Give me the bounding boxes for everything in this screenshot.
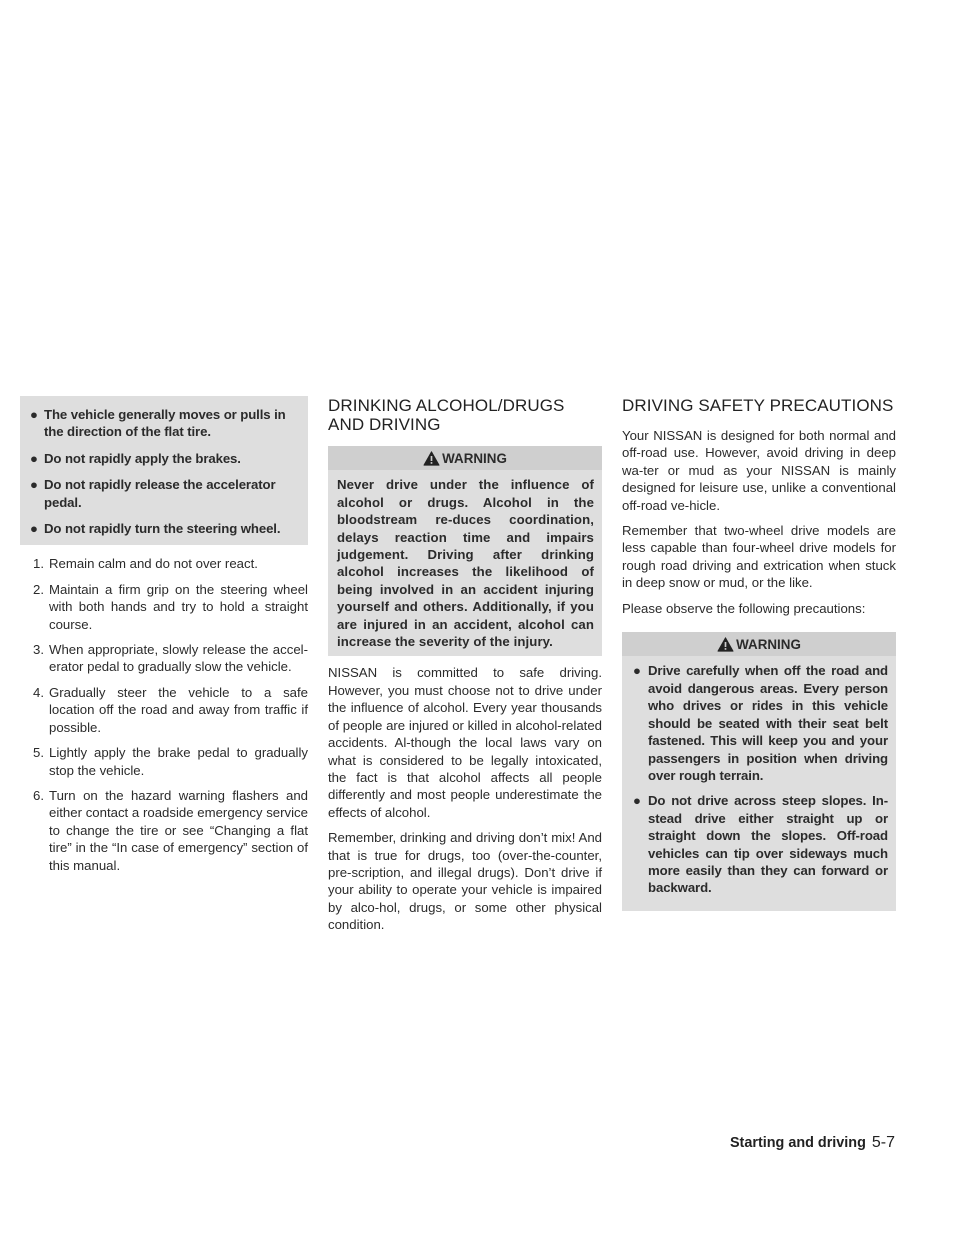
warning-header — [622, 632, 896, 656]
step-item: 5. Lightly apply the brake pedal to gradually stop the vehicle. — [33, 745, 308, 778]
step-item: 2. Maintain a firm grip on the steering wheel with both hands and try to hold a straight course. — [33, 581, 308, 632]
step-item: 6. Turn on the hazard warning flashers and either contact a roadside emergency service to change the tire or see “Changing a flat tire” in the “In case of emergency” section of this manual. — [33, 787, 308, 873]
bullet-icon: ● — [30, 450, 38, 466]
column-2 — [328, 396, 602, 934]
caution-bullet: ● Do not rapidly release the accelerator pedal. — [30, 477, 276, 510]
warning-triangle-icon — [717, 637, 734, 652]
bullet-icon: ● — [633, 663, 641, 679]
bullet-icon: ● — [30, 477, 38, 493]
warning-header — [328, 446, 602, 470]
caution-bullet: ● Do not rapidly turn the steering wheel. — [30, 521, 281, 537]
page-footer — [730, 1134, 895, 1152]
warning-bullet: ● Do not drive across steep slopes. In-stead drive either straight up or straight down the slopes. Off-road vehicles can tip over sideways much more easily than they can forward or backward. — [633, 793, 888, 896]
body-paragraph: Remember that two-wheel drive models are less capable than four-wheel drive models for rough road driving and extrication when stuck in deep snow or mud, or the like. — [622, 523, 896, 591]
body-paragraph: Please observe the following precautions: — [622, 600, 866, 616]
step-item: 3. When appropriate, slowly release the accel-erator pedal to gradually slow the vehicle. — [33, 642, 308, 675]
body-paragraph: Remember, drinking and driving don’t mix! And that is true for drugs, too (over-the-counter, pre-scription, and illegal drugs). Don’t drive if your ability to operate your vehicle is impaired by alco-hol, drugs, or some other physical condition. — [328, 830, 602, 933]
warning-bullet: ● Drive carefully when off the road and avoid dangerous areas. Every person who drives or rides in this vehicle should be seated with their seat belt fastened. This will keep you and your passengers in position when driving over rough terrain. — [633, 663, 888, 783]
warning-label: WARNING — [736, 637, 801, 653]
caution-bullet: ● The vehicle generally moves or pulls in the direction of the flat tire. — [30, 407, 286, 440]
step-item: 1. Remain calm and do not over react. — [33, 556, 258, 572]
section-heading-alcohol: DRINKING ALCOHOL/DRUGS AND DRIVING — [328, 396, 565, 434]
section-heading-safety: DRIVING SAFETY PRECAUTIONS — [622, 396, 894, 415]
warning-label: WARNING — [442, 451, 507, 466]
flat-tire-steps — [20, 555, 308, 874]
page-number: 5-7 — [871, 1134, 895, 1151]
bullet-icon: ● — [633, 793, 641, 809]
flat-tire-caution-box — [20, 396, 308, 545]
footer-section-title: Starting and driving — [729, 1135, 866, 1151]
warning-bullets — [622, 656, 896, 910]
bullet-icon: ● — [30, 407, 38, 422]
bullet-icon: ● — [30, 521, 38, 537]
column-3 — [622, 396, 896, 911]
body-paragraph: NISSAN is committed to safe driving. However, you must choose not to drive under the influence of alcohol. Every year thousands of people are injured or killed in alcohol-related accidents. Al-though the local laws vary on what is considered to be legally intoxicated, the fact is that alcohol affects all people differently and most people underestimate the effects of alcohol. — [328, 665, 602, 820]
caution-bullet: ● Do not rapidly apply the brakes. — [30, 450, 241, 466]
step-item: 4. Gradually steer the vehicle to a safe location off the road and away from traffic if possible. — [33, 684, 308, 735]
column-1 — [20, 396, 308, 882]
warning-text: Never drive under the influence of alcohol or drugs. Alcohol in the bloodstream re-duces coordination, delays reaction time and impairs judgement. Driving after drinking alcohol increases the likelihood of being involved in an accident injuring yourself and others. Additionally, if you are injured in an accident, alcohol can increase the severity of the injury. — [328, 470, 602, 656]
warning-triangle-icon — [423, 451, 440, 466]
body-paragraph: Your NISSAN is designed for both normal and off-road use. However, avoid driving in deep wa-ter or mud as your NISSAN is mainly designed for leisure use, unlike a conventional off-road ve-hicle. — [622, 428, 896, 513]
